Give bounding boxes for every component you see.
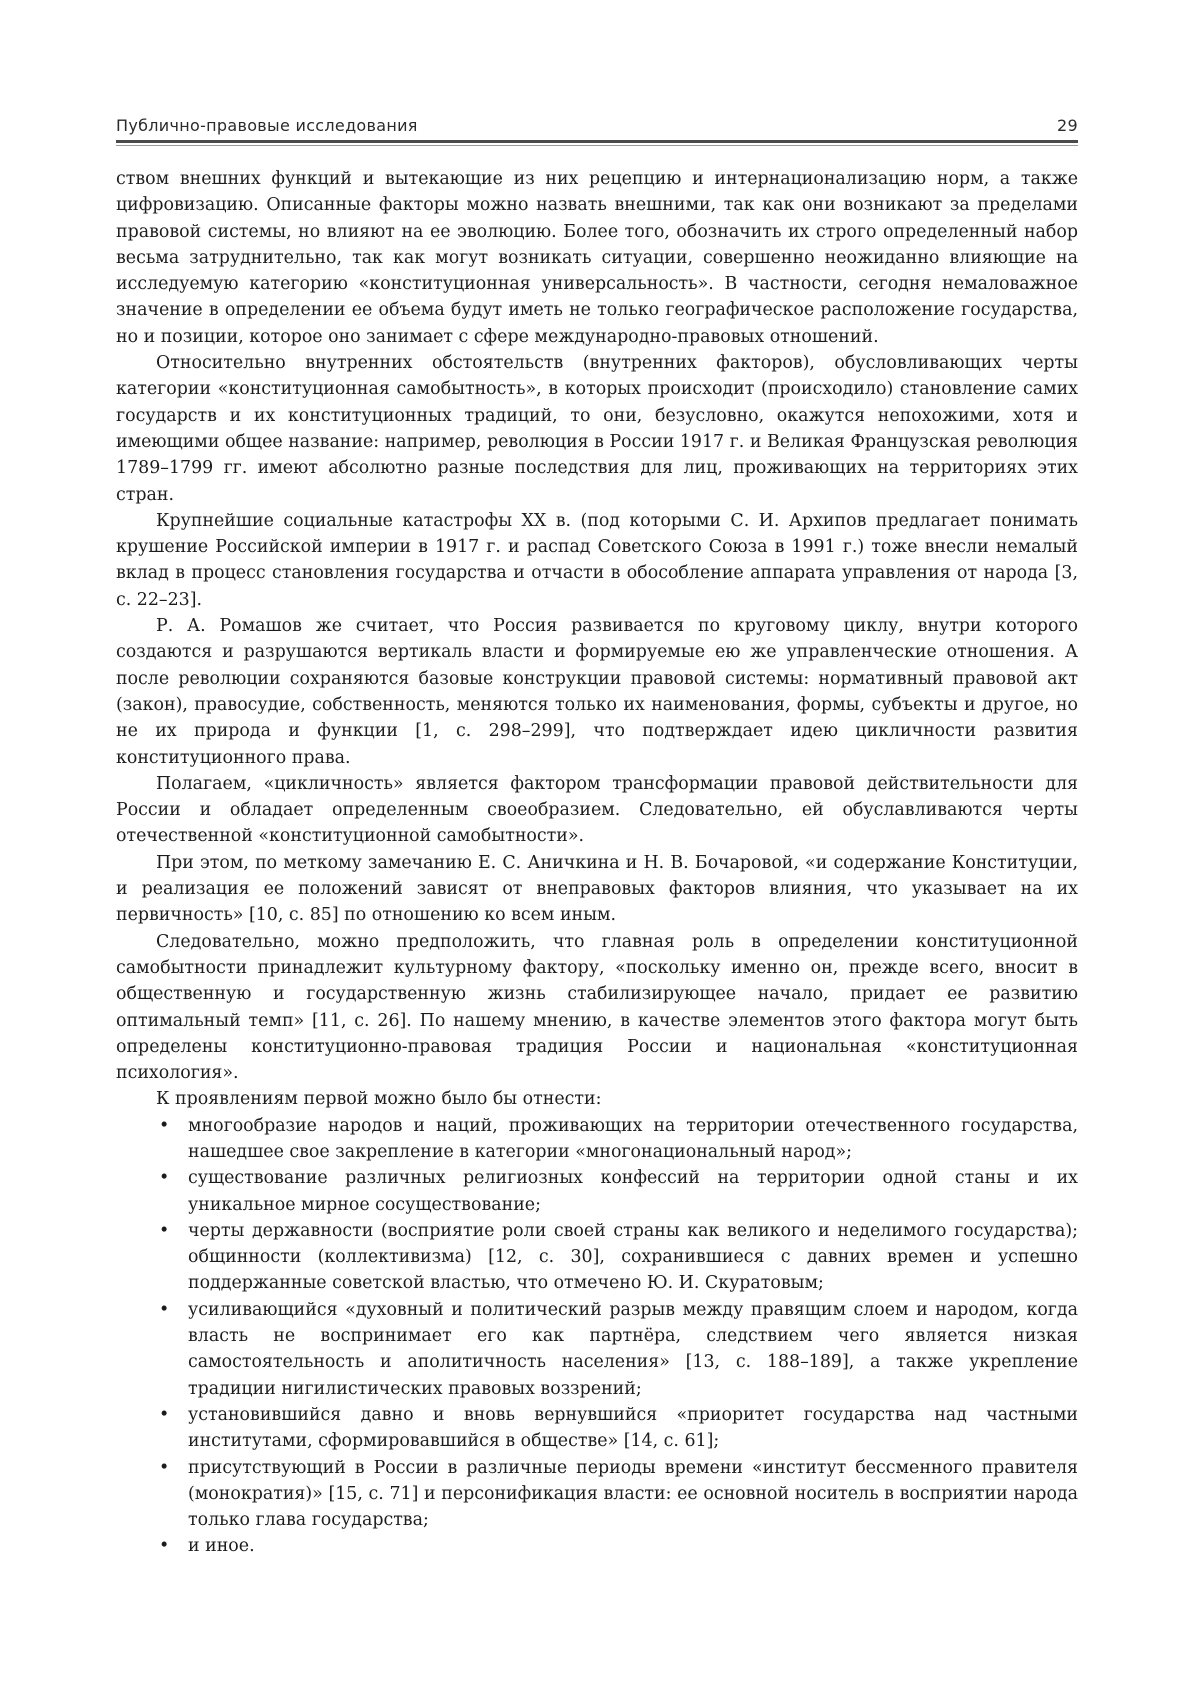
bullet-marker: •: [159, 1457, 170, 1478]
header-rule: [116, 140, 1078, 143]
running-header: [116, 112, 1078, 142]
list-item: [116, 1402, 1078, 1455]
paragraph: К проявлениям первой можно было бы отнести:: [156, 1089, 602, 1110]
list-item-text: существование различных религиозных конфессий на территории одной станы и их уникальное мирное сосуществование;: [188, 1168, 1078, 1215]
list-item-text: установившийся давно и вновь вернувшийся «приоритет государства над частными институтами, сформировавшийся в обществе» [14, с. 61];: [188, 1404, 1078, 1452]
list-item: [116, 1297, 1078, 1402]
paragraph: Полагаем, «цикличность» является фактором трансформации правовой действительности для России и обладает определенным своеобразием. Следовательно, ей обуславливаются черты отечественной «конституционной самобытности».: [116, 773, 1078, 847]
journal-title: Публично-правовые исследования: [116, 116, 418, 135]
list-item-text: присутствующий в России в различные периоды времени «институт бессменного правителя (монократия)» [15, с. 71] и персонификация власти: ее основной носитель в восприятии народа только глава государства;: [188, 1457, 1078, 1531]
paragraph: Относительно внутренних обстоятельств (внутренних факторов), обусловливающих черты категории «конституционная самобытность», в которых происходит (происходило) становление самих государств и их конституционных традиций, то они, безусловно, окажутся непохожими, хотя и имеющими общее название: например, революция в России 1917 г. и Великая Французская революция 1789–1799 гг. имеют абсолютно разные последствия для лиц, проживающих на территориях этих стран.: [116, 353, 1078, 505]
list-item-text: многообразие народов и наций, проживающих на территории отечественного государства, нашедшее свое закрепление в категории «многонациональный народ»;: [188, 1115, 1078, 1162]
paragraph: При этом, по меткому замечанию Е. С. Аничкина и Н. В. Бочаровой, «и содержание Конституции, и реализация ее положений зависят от внеправовых факторов влияния, что указывает на их первичность» [10, с. 85] по отношению ко всем иным.: [116, 852, 1078, 926]
article-body: [116, 166, 1078, 1560]
list-item: [116, 1113, 1078, 1166]
bullet-marker: •: [159, 1536, 170, 1557]
bullet-marker: •: [159, 1299, 170, 1320]
paragraph: Следовательно, можно предположить, что главная роль в определении конституционной самобытности принадлежит культурному фактору, «поскольку именно он, прежде всего, вносит в общественную и государственную жизнь стабилизирующее начало, придает ее развитию оптимальный темп» [11, с. 26]. По нашему мнению, в качестве элементов этого фактора могут быть определены конституционно-правовая традиция России и национальная «конституционная психология».: [116, 931, 1078, 1084]
page-number: 29: [1057, 116, 1078, 135]
paragraph: Р. А. Ромашов же считает, что Россия развивается по круговому циклу, внутри которого создаются и разрушаются вертикаль власти и формируемые ею же управленческие отношения. А после революции сохраняются базовые конструкции правовой системы: нормативный правовой акт (закон), правосудие, собственность, меняются только их наименования, формы, субъекты и другое, но не их природа и функции [1, с. 298–299], что подтверждает идею цикличности развития конституционного права.: [116, 616, 1078, 768]
paragraph: ством внешних функций и вытекающие из них рецепцию и интернационализацию норм, а также цифровизацию. Описанные факторы можно назвать внешними, так как они возникают за пределами правовой системы, но влияют на ее эволюцию. Более того, обозначить их строго определенный набор весьма затруднительно, так как могут возникать ситуации, совершенно неожиданно влияющие на исследуемую категорию «конституционная универсальность». В частности, сегодня немаловажное значение в определении ее объема будут иметь не только географическое расположение государства, но и позиции, которое оно занимает с сфере международно-правовых отношений.: [116, 169, 1078, 347]
bullet-marker: •: [159, 1404, 170, 1425]
bullet-marker: •: [159, 1168, 170, 1189]
list-item: [116, 1533, 1078, 1559]
list-item-text: усиливающийся «духовный и политический разрыв между правящим слоем и народом, когда власть не воспринимает его как партнёра, следствием чего является низкая самостоятельность и аполитичность населения» [13, с. 188–189], а также укрепление традиции нигилистических правовых воззрений;: [188, 1299, 1078, 1399]
bullet-list: [116, 1113, 1078, 1560]
list-item: [116, 1218, 1078, 1297]
list-item-text: черты державности (восприятие роли своей страны как великого и неделимого государства); общинности (коллективизма) [12, с. 30], сохранившиеся с давних времен и успешно поддержанные советской властью, что отмечено Ю. И. Скуратовым;: [188, 1220, 1078, 1294]
bullet-marker: •: [159, 1115, 170, 1136]
bullet-marker: •: [159, 1220, 170, 1241]
list-item-text: и иное.: [188, 1536, 255, 1557]
paragraph: Крупнейшие социальные катастрофы XX в. (под которыми С. И. Архипов предлагает понимать крушение Российской империи в 1917 г. и распад Советского Союза в 1991 г.) тоже внесли немалый вклад в процесс становления государства и отчасти в обособление аппарата управления от народа [3, с. 22–23].: [116, 510, 1078, 610]
list-item: [116, 1165, 1078, 1218]
header-rule-thin: [116, 145, 1078, 146]
list-item: [116, 1455, 1078, 1534]
